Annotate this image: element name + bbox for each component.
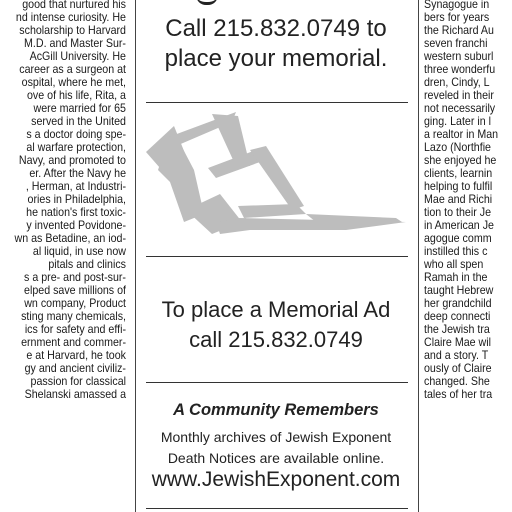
article-line: her grandchild: [424, 297, 492, 310]
article-line: she enjoyed he: [424, 154, 497, 167]
left-article-column: [0, 0, 126, 512]
article-line: helping to fulfil: [424, 180, 493, 193]
article-line: the Richard Au: [424, 24, 494, 37]
article-line: al warfare protection,: [26, 141, 126, 154]
article-line: and a story. T: [424, 349, 489, 362]
article-line: wn company, Product: [24, 297, 126, 310]
article-line: sting many chemicals,: [21, 310, 126, 323]
article-line: e at Harvard, he took: [26, 349, 126, 362]
article-line: tales of her tra: [424, 388, 493, 401]
divider-rule: [146, 382, 408, 383]
article-line: wn as Betadine, an iod-: [14, 232, 126, 245]
website-link[interactable]: www.JewishExponent.com: [151, 468, 401, 491]
article-line: reveled in their: [424, 89, 494, 102]
divider-rule: [146, 256, 408, 257]
ad-bottom-line1: Monthly archives of Jewish Exponent: [160, 429, 392, 445]
ad-middle-line2: call 215.832.0749: [189, 327, 363, 352]
ad-bottom-heading: A Community Remembers: [173, 401, 379, 419]
article-line: changed. She: [424, 375, 490, 388]
right-column-rule: [418, 0, 419, 512]
article-line: three wonderfu: [424, 63, 496, 76]
article-line: passion for classical: [30, 375, 126, 388]
article-line: ging. Later in l: [424, 115, 492, 128]
article-line: seven franchi: [424, 37, 488, 50]
article-line: he nation's first toxic-: [26, 206, 126, 219]
article-line: Claire Mae wil: [424, 336, 491, 349]
article-line: agogue comm: [424, 232, 492, 245]
article-line: s a doctor doing spe-: [26, 128, 126, 141]
article-line: Synagogue in: [424, 0, 490, 11]
article-line: s a pre- and post-sur-: [24, 271, 126, 284]
article-line: , Herman, at Industri-: [25, 180, 126, 193]
article-line: gy and ancient civiliz-: [24, 362, 126, 375]
right-article-column: [424, 0, 512, 512]
article-line: ernment and commer-: [21, 336, 126, 349]
article-line: who all spen: [424, 258, 484, 271]
article-line: a realtor in Man: [424, 128, 499, 141]
article-line: scholarship to Harvard: [19, 24, 126, 37]
star-of-david-graphic: [146, 110, 408, 250]
ad-top-line1: Call 215.832.0749 to: [165, 15, 387, 42]
article-line: bers for years: [424, 11, 490, 24]
article-line: in American Je: [424, 219, 494, 232]
article-line: dren, Cindy, L: [424, 76, 490, 89]
article-line: ospital, where he met,: [21, 76, 126, 89]
article-line: ously of Claire: [424, 362, 492, 375]
article-line: al liquid, in use now: [32, 245, 126, 258]
ad-top-line2: place your memorial.: [164, 45, 388, 72]
article-line: pitals and clinics: [48, 258, 126, 271]
article-line: tion to their Je: [424, 206, 492, 219]
cropped-heading-fragment: [196, 0, 218, 5]
article-line: western suburl: [424, 50, 494, 63]
article-line: instilled this c: [424, 245, 488, 258]
article-line: ics for safety and effi-: [24, 323, 126, 336]
article-line: not necessarily: [424, 102, 496, 115]
article-line: Ramah in the: [424, 271, 488, 284]
article-line: good that nurtured his: [22, 0, 126, 11]
article-line: Shelanski amassed a: [24, 388, 126, 401]
article-line: clients, learnin: [424, 167, 493, 180]
divider-rule: [146, 102, 408, 103]
divider-rule: [146, 508, 408, 509]
article-line: nd intense curiosity. He: [15, 11, 126, 24]
article-line: ories in Philadelphia,: [27, 193, 126, 206]
article-line: Navy, and promoted to: [18, 154, 126, 167]
article-line: M.D. and Master Sur-: [24, 37, 126, 50]
article-line: AcGill University. He: [29, 50, 126, 63]
article-line: er. After the Navy he: [29, 167, 126, 180]
article-line: taught Hebrew: [424, 284, 494, 297]
article-line: elped save millions of: [24, 284, 126, 297]
article-line: served in the United: [31, 115, 126, 128]
article-line: Mae and Richi: [424, 193, 493, 206]
article-line: ove of his life, Rita, a: [26, 89, 126, 102]
ad-middle-line1: To place a Memorial Ad: [161, 297, 391, 322]
article-line: deep connecti: [424, 310, 491, 323]
ad-bottom-line2: Death Notices are available online.: [167, 450, 385, 466]
article-line: y invented Povidone-: [26, 219, 126, 232]
left-column-rule: [135, 0, 136, 512]
article-line: career as a surgeon at: [19, 63, 126, 76]
article-line: were married for 65: [33, 102, 126, 115]
article-line: the Jewish tra: [424, 323, 490, 336]
article-line: Lazo (Northfie: [424, 141, 492, 154]
